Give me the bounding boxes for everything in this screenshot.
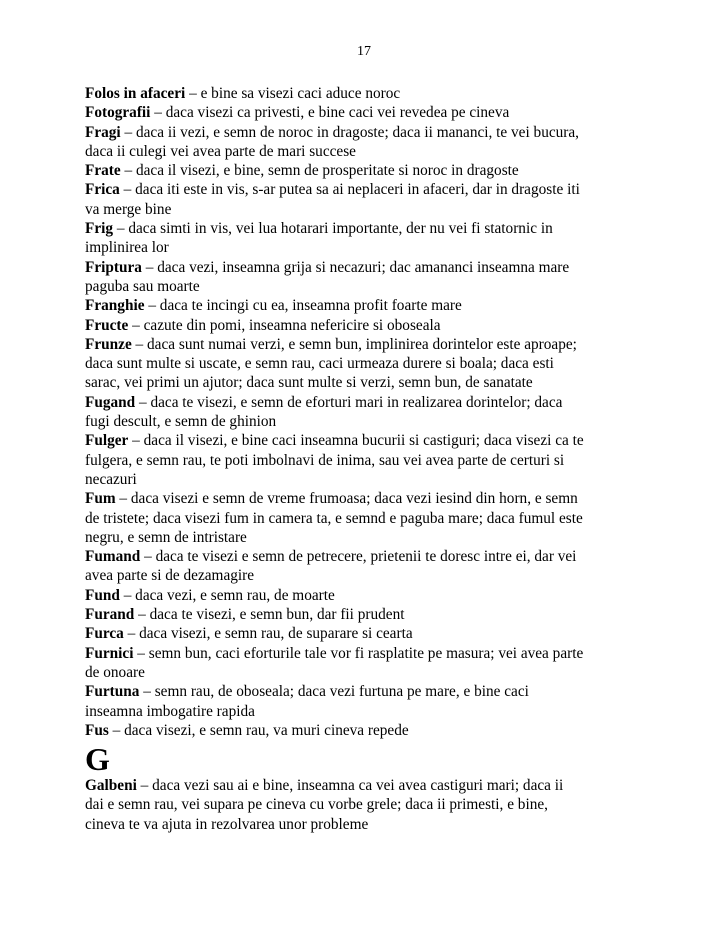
entry-definition: – daca visezi, e semn rau, va muri cineva repede xyxy=(108,721,409,739)
entry-definition: – daca te visezi e semn de petrecere, prietenii te doresc intre ei, dar vei avea parte si de dezamagire xyxy=(85,548,577,585)
dictionary-entry xyxy=(85,161,585,180)
entry-term: Fugand xyxy=(85,393,136,411)
entry-term: Furnici xyxy=(85,644,134,662)
dictionary-entry xyxy=(85,721,585,740)
dictionary-entry xyxy=(85,123,585,162)
dictionary-entry xyxy=(85,335,585,393)
entry-definition: – daca visezi ca privesti, e bine caci vei revedea pe cineva xyxy=(150,104,510,122)
entry-term: Frate xyxy=(85,162,121,180)
entry-term: Fulger xyxy=(85,432,129,450)
entry-term: Furca xyxy=(85,625,124,643)
dictionary-entry xyxy=(85,316,585,335)
dictionary-entry xyxy=(85,605,585,624)
entry-definition: – daca te incingi cu ea, inseamna profit foarte mare xyxy=(144,297,462,315)
entry-definition: – daca vezi, e semn rau, de moarte xyxy=(119,586,335,604)
entry-definition: – daca te visezi, e semn de eforturi mari in realizarea dorintelor; daca fugi descult, e semn de ghinion xyxy=(85,393,563,431)
dictionary-entry xyxy=(85,644,585,683)
entry-definition: – cazute din pomi, inseamna nefericire si oboseala xyxy=(128,316,441,334)
dictionary-content xyxy=(85,84,585,834)
entry-definition: – daca vezi, inseamna grija si necazuri; dac amananci inseamna mare paguba sau moarte xyxy=(85,258,570,295)
entry-definition: – daca sunt numai verzi, e semn bun, implinirea dorintelor este aproape; daca sunt multe si uscate, e semn rau, caci urmeaza durere si boala; daca esti sarac, vei primi un ajutor; daca sunt multe si verzi, semn bun, de sanatate xyxy=(85,335,577,392)
entries-list-g xyxy=(85,776,585,834)
entry-term: Frig xyxy=(85,220,114,238)
dictionary-entry xyxy=(85,103,585,122)
entry-definition: – daca il visezi, e bine caci inseamna bucurii si castiguri; daca visezi ca te fulgera, e semn rau, te poti imbolnavi de inima, sau vei avea parte de certuri si necazuri xyxy=(85,432,584,488)
dictionary-entry xyxy=(85,393,585,432)
entry-definition: – e bine sa visezi caci aduce noroc xyxy=(185,85,401,102)
entry-term: Fumand xyxy=(85,548,141,566)
entry-term: Folos in afaceri xyxy=(85,85,186,102)
dictionary-entry xyxy=(85,219,585,258)
entry-term: Fructe xyxy=(85,316,129,334)
dictionary-entry xyxy=(85,776,585,834)
dictionary-entry xyxy=(85,296,585,315)
dictionary-entry xyxy=(85,682,585,721)
entry-term: Furand xyxy=(85,606,135,624)
entry-term: Friptura xyxy=(85,258,142,276)
dictionary-entry xyxy=(85,547,585,586)
dictionary-entry xyxy=(85,84,585,103)
entry-term: Franghie xyxy=(85,297,145,315)
entry-term: Galbeni xyxy=(85,777,137,795)
entry-definition: – daca ii vezi, e semn de noroc in dragoste; daca ii mananci, te vei bucura, daca ii culegi vei avea parte de mari succese xyxy=(85,123,579,160)
section-letter-heading: G xyxy=(85,741,110,778)
entry-definition: – daca visezi e semn de vreme frumoasa; daca vezi iesind din horn, e semn de tristete; daca visezi fum in camera ta, e semnd e paguba mare; daca fumul este negru, e semn de intristare xyxy=(85,490,583,546)
entry-definition: – daca visezi, e semn rau, de suparare si cearta xyxy=(123,625,413,643)
entry-term: Fum xyxy=(85,490,116,508)
entry-definition: – daca vezi sau ai e bine, inseamna ca vei avea castiguri mari; daca ii dai e semn rau, vei supara pe cineva cu vorbe grele; daca ii primesti, e bine, cineva te va ajuta in rezolvarea unor probleme xyxy=(85,777,564,833)
dictionary-entry xyxy=(85,180,585,219)
entry-definition: – daca te visezi, e semn bun, dar fii prudent xyxy=(134,606,405,624)
entry-definition: – daca iti este in vis, s-ar putea sa ai neplaceri in afaceri, dar in dragoste iti va merge bine xyxy=(85,181,580,218)
entry-term: Fund xyxy=(85,586,120,604)
entry-term: Frica xyxy=(85,181,120,199)
entry-definition: – daca il visezi, e bine, semn de prosperitate si noroc in dragoste xyxy=(120,162,519,180)
entry-term: Furtuna xyxy=(85,683,140,701)
page-number: 17 xyxy=(357,44,371,59)
entry-term: Fus xyxy=(85,721,109,739)
dictionary-entry xyxy=(85,586,585,605)
dictionary-entry xyxy=(85,489,585,547)
entries-list-f xyxy=(85,84,585,740)
entry-term: Fotografii xyxy=(85,104,151,122)
entry-term: Fragi xyxy=(85,123,121,141)
entry-definition: – semn rau, de oboseala; daca vezi furtuna pe mare, e bine caci inseamna imbogatire rapida xyxy=(85,683,529,720)
entry-definition: – semn bun, caci eforturile tale vor fi rasplatite pe masura; vei avea parte de onoare xyxy=(85,644,584,681)
dictionary-entry xyxy=(85,258,585,297)
entry-term: Frunze xyxy=(85,335,132,353)
dictionary-entry xyxy=(85,624,585,643)
entry-definition: – daca simti in vis, vei lua hotarari importante, der nu vei fi statornic in implinirea lor xyxy=(85,220,553,257)
dictionary-entry xyxy=(85,431,585,489)
